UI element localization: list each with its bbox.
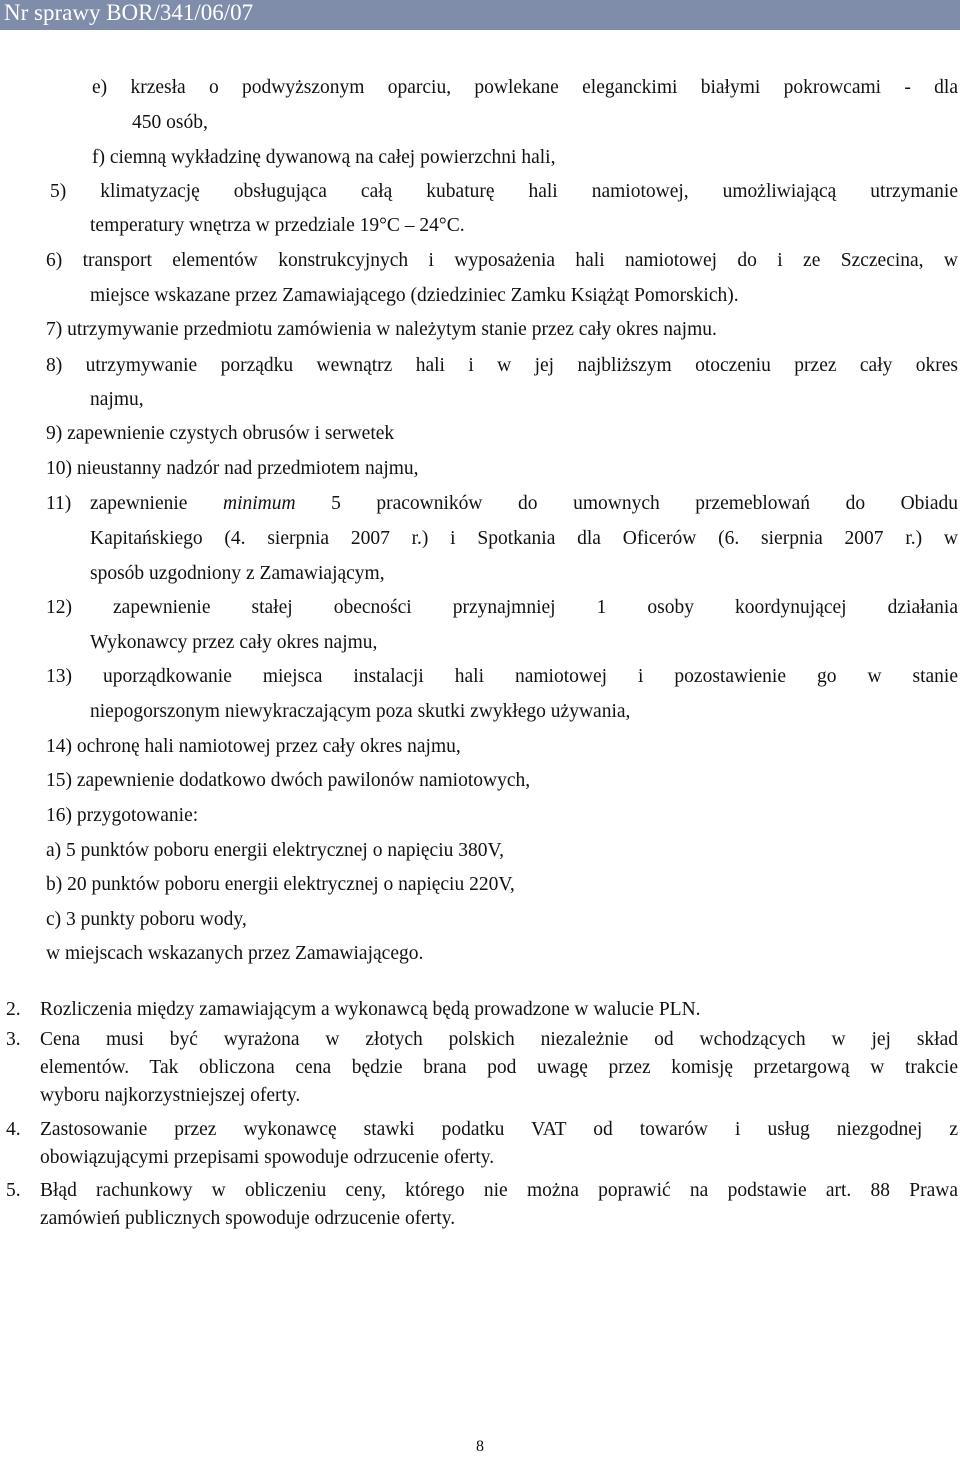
list-line-closing: w miejscach wskazanych przez Zamawiającego. [46, 943, 424, 964]
list-line-7: 7) utrzymywanie przedmiotu zamówienia w należytym stanie przez cały okres najmu. [46, 319, 717, 340]
page-number: 8 [476, 1438, 484, 1455]
list-line-a: a) 5 punktów poboru energii elektrycznej o napięciu 380V, [46, 840, 504, 861]
item-11-italic: minimum [222, 493, 296, 514]
list-line-11-cont: Kapitańskiego (4. sierpnia 2007 r.) i Spotkania dla Oficerów (6. sierpnia 2007 r.) w [90, 528, 958, 549]
list-line-f: f) ciemną wykładzinę dywanową na całej powierzchni hali, [92, 147, 556, 168]
item-11-text-after: 5 pracowników do umownych przemeblowań do Obiadu [295, 493, 958, 514]
list-line-11-cont2: sposób uzgodniony z Zamawiającym, [90, 563, 385, 584]
point-3-line-1: Cena musi być wyrażona w złotych polskich niezależnie od wchodzących w jej skład [40, 1029, 958, 1050]
list-line-5: 5) klimatyzację obsługująca całą kubaturę hali namiotowej, umożliwiającą utrzymanie [50, 181, 958, 202]
list-line-15: 15) zapewnienie dodatkowo dwóch pawilonów namiotowych, [46, 770, 531, 791]
list-line-11 [90, 492, 958, 516]
list-line-6-cont: miejsce wskazane przez Zamawiającego (dziedziniec Zamku Książąt Pomorskich). [90, 285, 739, 306]
list-line-14: 14) ochronę hali namiotowej przez cały okres najmu, [46, 736, 461, 757]
document-header [0, 0, 960, 30]
list-line-b: b) 20 punktów poboru energii elektrycznej o napięciu 220V, [46, 874, 515, 895]
list-line-12-cont: Wykonawcy przez cały okres najmu, [90, 632, 378, 653]
point-5-line-2: zamówień publicznych spowoduje odrzucenie oferty. [40, 1208, 456, 1229]
point-5-line-1: Błąd rachunkowy w obliczeniu ceny, którego nie można poprawić na podstawie art. 88 Prawa [40, 1180, 958, 1201]
list-line-e: e) krzesła o podwyższonym oparciu, powlekane eleganckimi białymi pokrowcami - dla [92, 77, 958, 98]
list-line-9: 9) zapewnienie czystych obrusów i serwetek [46, 423, 395, 444]
list-line-13-cont: niepogorszonym niewykraczającym poza skutki zwykłego używania, [90, 701, 631, 722]
list-line-6: 6) transport elementów konstrukcyjnych i wyposażenia hali namiotowej do i ze Szczecina, w [46, 250, 958, 271]
item-11-number: 11) [46, 493, 72, 514]
point-3-number: 3. [6, 1029, 21, 1050]
list-line-8: 8) utrzymywanie porządku wewnątrz hali i w jej najbliższym otoczeniu przez cały okres [46, 355, 958, 376]
list-line-e-cont: 450 osób, [132, 112, 208, 133]
list-line-10: 10) nieustanny nadzór nad przedmiotem najmu, [46, 458, 419, 479]
list-line-5-cont: temperatury wnętrza w przedziale 19°C – 24°C. [90, 215, 465, 236]
point-4-line-1: Zastosowanie przez wykonawcę stawki podatku VAT od towarów i usług niezgodnej z [40, 1119, 958, 1140]
point-2-line-1: Rozliczenia między zamawiającym a wykonawcą będą prowadzone w walucie PLN. [40, 999, 701, 1020]
item-11-text-before: zapewnienie [90, 493, 223, 514]
point-4-line-2: obowiązującymi przepisami spowoduje odrzucenie oferty. [40, 1147, 495, 1168]
point-2-number: 2. [6, 999, 21, 1020]
list-line-c: c) 3 punkty poboru wody, [46, 909, 247, 930]
point-3-line-2: elementów. Tak obliczona cena będzie brana pod uwagę przez komisję przetargową w trakcie [40, 1057, 958, 1078]
point-5-number: 5. [6, 1180, 21, 1201]
list-line-12: 12) zapewnienie stałej obecności przynajmniej 1 osoby koordynującej działania [46, 597, 958, 618]
list-line-16: 16) przygotowanie: [46, 805, 199, 826]
list-line-13: 13) uporządkowanie miejsca instalacji hali namiotowej i pozostawienie go w stanie [46, 666, 958, 687]
point-4-number: 4. [6, 1119, 21, 1140]
case-number: Nr sprawy BOR/341/06/07 [4, 0, 254, 25]
point-3-line-3: wyboru najkorzystniejszej oferty. [40, 1085, 301, 1106]
list-line-8-cont: najmu, [90, 389, 144, 410]
